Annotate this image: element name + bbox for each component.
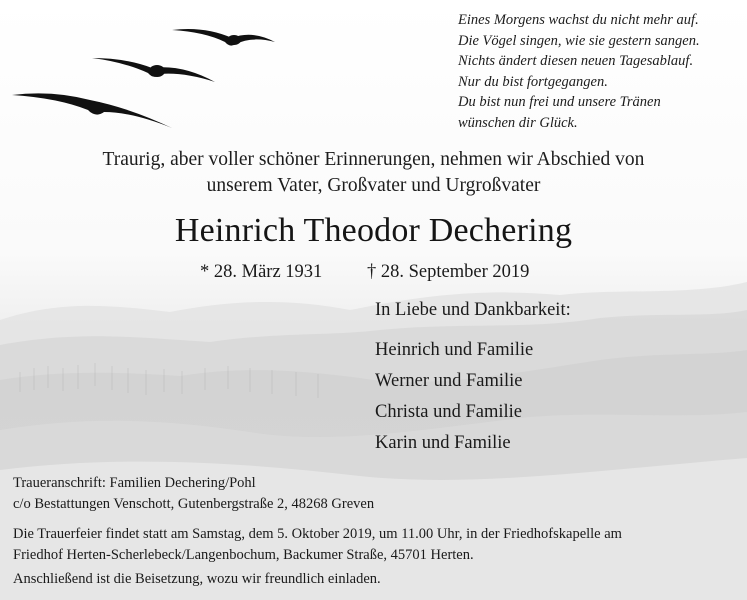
address-line: c/o Bestattungen Venschott, Gutenbergstraße 2, 48268 Greven bbox=[13, 495, 375, 512]
poem bbox=[458, 10, 743, 134]
mourner-entry: Christa und Familie bbox=[375, 402, 522, 422]
mourning-address bbox=[13, 473, 374, 514]
mourners-list bbox=[375, 335, 533, 459]
ceremony-line: Friedhof Herten-Scherlebeck/Langenbochum, Backumer Straße, 45701 Herten. bbox=[13, 546, 474, 563]
address-line: Traueranschrift: Familien Dechering/Pohl bbox=[13, 475, 256, 491]
burial-info: Anschließend ist die Beisetzung, wozu wir freundlich einladen. bbox=[13, 571, 381, 587]
deceased-name: Heinrich Theodor Dechering bbox=[174, 212, 573, 249]
intro-text bbox=[0, 147, 747, 199]
poem-line: wünschen dir Glück. bbox=[458, 114, 578, 131]
poem-line: Die Vögel singen, wie sie gestern sangen. bbox=[458, 32, 700, 49]
mourners-heading: In Liebe und Dankbarkeit: bbox=[375, 300, 571, 320]
poem-line: Du bist nun frei und unsere Tränen bbox=[458, 94, 661, 111]
mourner-entry: Werner und Familie bbox=[375, 371, 523, 391]
poem-line: Nichts ändert diesen neuen Tagesablauf. bbox=[458, 53, 694, 70]
ceremony-line: Die Trauerfeier findet statt am Samstag, dem 5. Oktober 2019, um 11.00 Uhr, in der Friedhofskapelle am bbox=[13, 526, 622, 542]
intro-line: Traurig, aber voller schöner Erinnerungen, nehmen wir Abschied von bbox=[102, 149, 645, 170]
intro-line: unserem Vater, Großvater und Urgroßvater bbox=[206, 175, 541, 196]
birth-date: * 28. März 1931 bbox=[200, 262, 323, 282]
birds-illustration bbox=[0, 0, 300, 140]
poem-line: Nur du bist fortgegangen. bbox=[458, 73, 608, 90]
death-date: † 28. September 2019 bbox=[367, 262, 530, 282]
funeral-service-info bbox=[13, 524, 622, 565]
poem-line: Eines Morgens wachst du nicht mehr auf. bbox=[458, 12, 699, 28]
mourner-entry: Karin und Familie bbox=[375, 433, 511, 453]
mourner-entry: Heinrich und Familie bbox=[375, 340, 534, 360]
